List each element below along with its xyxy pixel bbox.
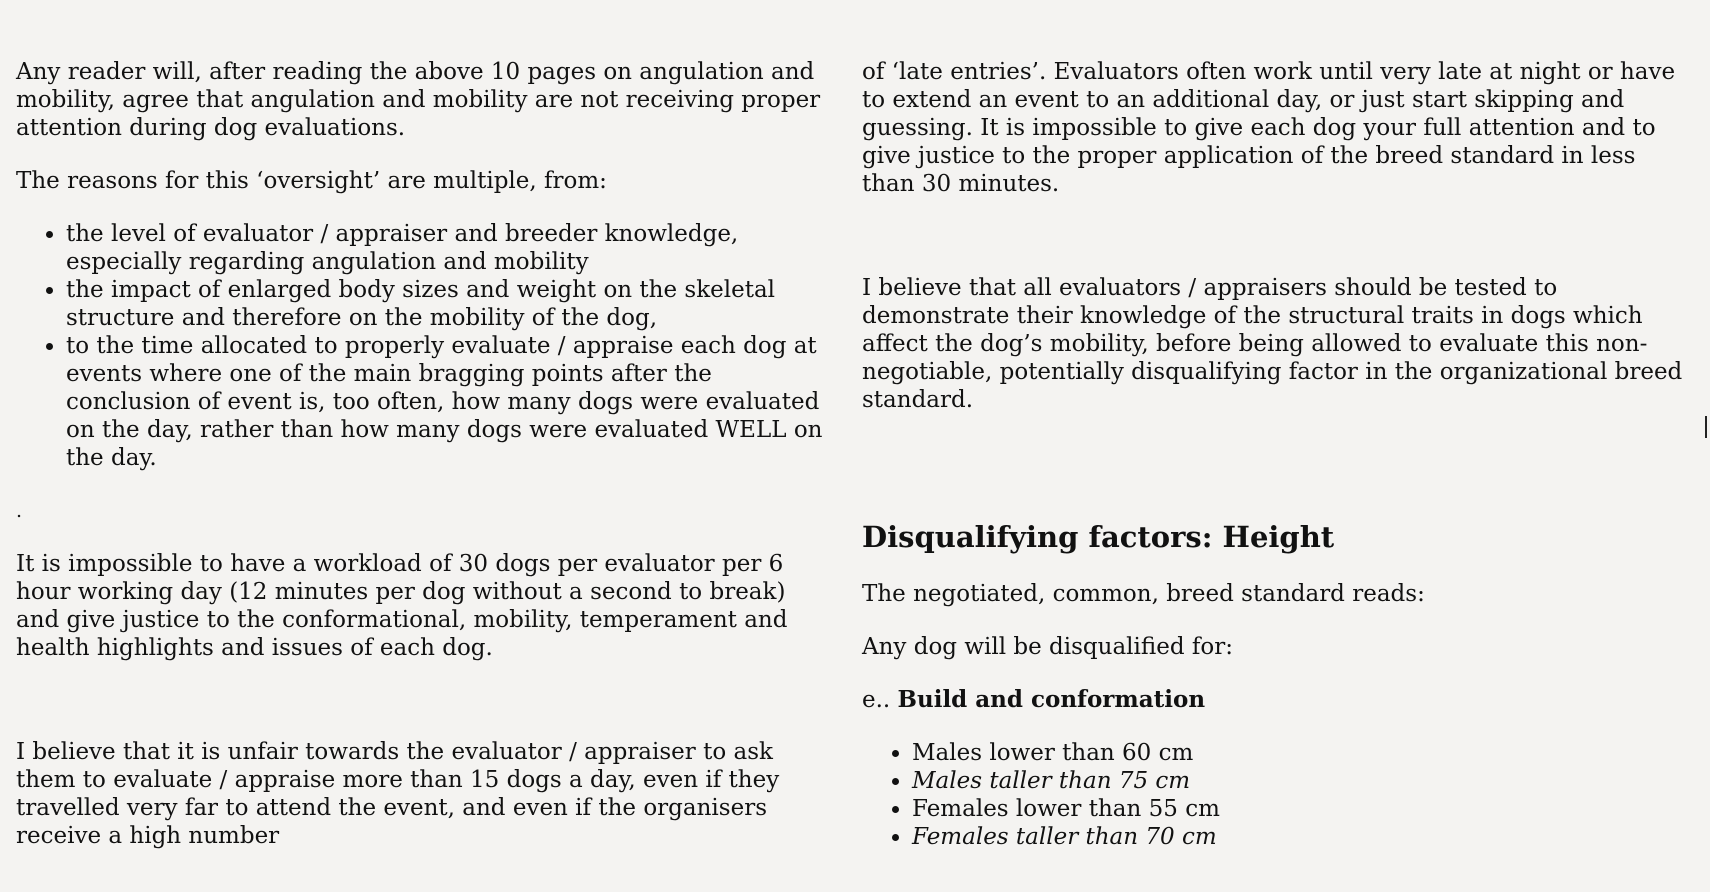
list-item: • Males taller than 75 cm bbox=[912, 767, 1692, 795]
spacer bbox=[16, 472, 826, 497]
testing-paragraph: I believe that all evaluators / appraisers should be tested to demonstrate their knowledge of the structural traits in dogs which affect the dog’s mobility, before being allowed to evaluate this non-negotiable, potentially disqualifying factor in the organizational breed standard. bbox=[862, 275, 1683, 413]
height-list bbox=[862, 739, 1692, 851]
list-item: • Males lower than 60 cm bbox=[912, 739, 1692, 767]
list-item: • Females lower than 55 cm bbox=[912, 795, 1692, 823]
spacer bbox=[862, 555, 1692, 580]
intro-paragraph: Any reader will, after reading the above 10 pages on angulation and mobility, agree that angulation and mobility are not receiving proper attention during dog evaluations. bbox=[16, 59, 821, 141]
spacer bbox=[862, 608, 1692, 633]
subheading-title: Build and conformation bbox=[897, 686, 1206, 713]
right-column bbox=[862, 58, 1692, 851]
stray-dot: . bbox=[16, 500, 23, 522]
spacer bbox=[16, 525, 826, 550]
spacer bbox=[16, 662, 826, 738]
list-item: • to the time allocated to properly evaluate / appraise each dog at events where one of the main bragging points after the conclusion of event is, too often, how many dogs were evaluated on the day, rather than how many dogs were evaluated WELL on the day. bbox=[66, 332, 826, 472]
subheading-prefix: e.. bbox=[862, 687, 898, 713]
standard-intro: The negotiated, common, breed standard reads: bbox=[862, 581, 1425, 607]
reasons-list bbox=[16, 220, 826, 472]
spacer bbox=[862, 714, 1692, 739]
spacer bbox=[16, 142, 826, 167]
late-entries-paragraph: of ‘late entries’. Evaluators often work until very late at night or have to extend an event to an additional day, or just start skipping and guessing. It is impossible to give each dog your full attention and to give justice to the proper application of the breed standard in less than 30 minutes. bbox=[862, 59, 1676, 197]
section-heading: Disqualifying factors: Height bbox=[862, 520, 1335, 554]
text-cursor bbox=[1705, 416, 1707, 438]
spacer bbox=[862, 661, 1692, 686]
spacer bbox=[862, 198, 1692, 274]
list-item: • Females taller than 70 cm bbox=[912, 823, 1692, 851]
spacer bbox=[862, 414, 1692, 519]
list-item: • the impact of enlarged body sizes and weight on the skeletal structure and therefore on the mobility of the dog, bbox=[66, 276, 826, 332]
disqualified-intro: Any dog will be disqualified for: bbox=[862, 634, 1233, 660]
workload-paragraph: It is impossible to have a workload of 30 dogs per evaluator per 6 hour working day (12 minutes per dog without a second to break) and give justice to the conformational, mobility, temperament and health highlights and issues of each dog. bbox=[16, 551, 788, 661]
left-column bbox=[16, 58, 826, 850]
spacer bbox=[16, 195, 826, 220]
subheading bbox=[862, 686, 1692, 714]
reasons-intro: The reasons for this ‘oversight’ are multiple, from: bbox=[16, 168, 607, 194]
list-item: • the level of evaluator / appraiser and breeder knowledge, especially regarding angulation and mobility bbox=[66, 220, 826, 276]
fairness-paragraph: I believe that it is unfair towards the evaluator / appraiser to ask them to evaluate / appraise more than 15 dogs a day, even if they travelled very far to attend the event, and even if the organisers receive a high number bbox=[16, 739, 780, 849]
